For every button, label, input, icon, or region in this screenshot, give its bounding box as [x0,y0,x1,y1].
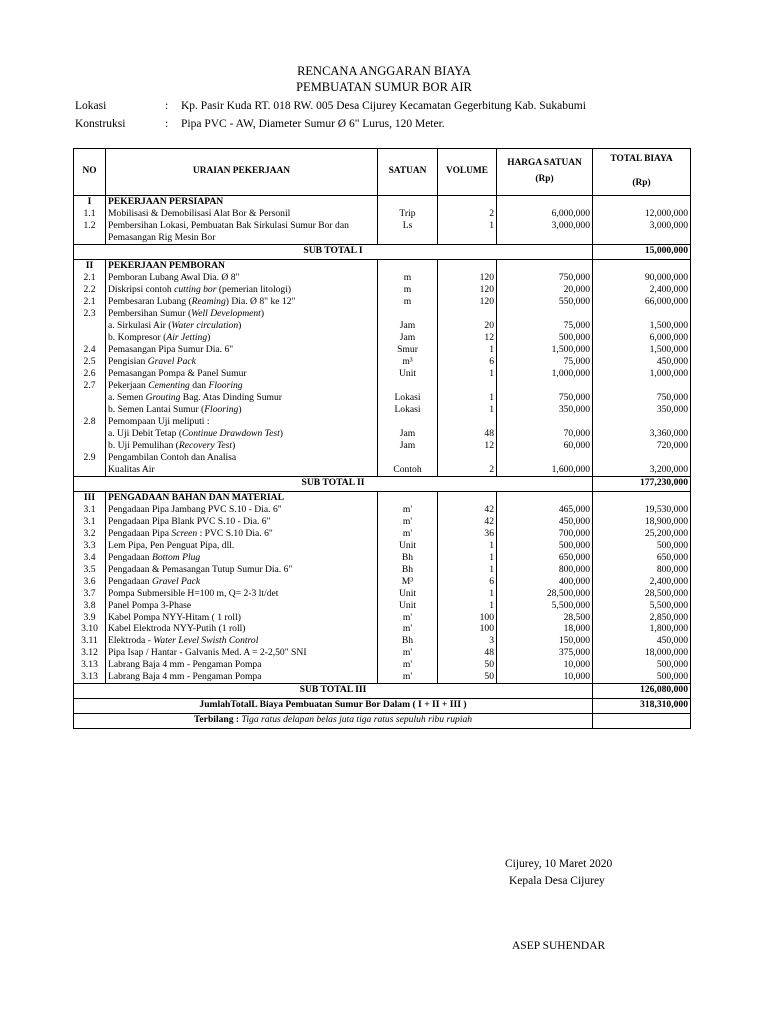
table-row [74,464,691,476]
row-no: 1.1 [74,208,106,220]
table-row [74,552,691,564]
row-total: 2,850,000 [593,612,691,624]
terbilang-empty-cell [593,714,691,729]
row-volume: 12 [438,332,497,344]
row-harga: 5,500,000 [497,600,593,612]
row-no: 3.11 [74,635,106,647]
row-uraian: Lem Pipa, Pen Penguat Pipa, dll. [106,540,378,552]
row-harga: 350,000 [497,404,593,416]
row-harga [497,308,593,320]
table-row [74,635,691,647]
row-harga: 150,000 [497,635,593,647]
row-satuan [378,416,438,428]
row-no: 3.1 [74,516,106,528]
row-harga: 28,500,000 [497,588,593,600]
table-row [74,623,691,635]
row-satuan: Contoh [378,464,438,476]
section-no: I [74,196,106,208]
row-volume: 36 [438,528,497,540]
table-row [74,344,691,356]
row-harga: 75,000 [497,320,593,332]
table-row [74,612,691,624]
row-total: 720,000 [593,440,691,452]
row-uraian: Pengadaan Bottom Plug [106,552,378,564]
row-total: 1,500,000 [593,344,691,356]
row-harga: 450,000 [497,516,593,528]
row-volume: 100 [438,612,497,624]
subtotal-label: SUB TOTAL I [74,244,593,259]
row-uraian: Labrang Baja 4 mm - Pengaman Pompa [106,659,378,671]
row-harga: 3,000,000 [497,220,593,244]
row-harga: 75,000 [497,356,593,368]
row-harga: 70,000 [497,428,593,440]
empty-cell [438,196,497,208]
row-uraian: Mobilisasi & Demobilisasi Alat Bor & Personil [106,208,378,220]
row-harga: 750,000 [497,272,593,284]
row-satuan: Lokasi [378,404,438,416]
row-uraian: Pemasangan Pipa Sumur Dia. 6" [106,344,378,356]
terbilang [74,714,593,729]
subtotal-row [74,244,691,259]
empty-cell [497,259,593,271]
table-row [74,356,691,368]
row-satuan: Unit [378,540,438,552]
row-satuan: m' [378,623,438,635]
row-satuan: m' [378,528,438,540]
section-no: III [74,491,106,503]
row-volume: 1 [438,588,497,600]
row-uraian: Pekerjaan Cementing dan Flooring [106,380,378,392]
row-uraian: Labrang Baja 4 mm - Pengaman Pompa [106,671,378,683]
row-total: 6,000,000 [593,332,691,344]
row-total [593,380,691,392]
row-total: 28,500,000 [593,588,691,600]
table-row [74,671,691,683]
header-volume: VOLUME [438,149,497,196]
grand-total-label: JumlahTotalL Biaya Pembuatan Sumur Bor Dalam ( I + II + III ) [74,699,593,714]
table-row [74,308,691,320]
row-total [593,308,691,320]
row-total: 500,000 [593,671,691,683]
row-harga: 400,000 [497,576,593,588]
row-satuan: m' [378,504,438,516]
row-volume [438,380,497,392]
table-row [74,588,691,600]
row-uraian: b. Semen Lantai Sumur (Flooring) [106,404,378,416]
row-total: 1,500,000 [593,320,691,332]
row-satuan: m' [378,647,438,659]
header-harga [497,149,593,196]
row-volume: 100 [438,623,497,635]
row-no [74,332,106,344]
empty-cell [497,196,593,208]
table-row [74,332,691,344]
row-no: 3.9 [74,612,106,624]
row-volume [438,452,497,464]
row-satuan: m' [378,516,438,528]
signature-place-date: Cijurey, 10 Maret 2020 [505,858,613,870]
row-total: 750,000 [593,392,691,404]
row-satuan [378,452,438,464]
row-volume: 20 [438,320,497,332]
row-volume: 1 [438,552,497,564]
row-total: 18,900,000 [593,516,691,528]
row-no: 3.6 [74,576,106,588]
row-total: 800,000 [593,564,691,576]
row-satuan: m' [378,659,438,671]
row-volume: 48 [438,428,497,440]
row-uraian: Pipa Isap / Hantar - Galvanis Med. A = 2-2,50" SNI [106,647,378,659]
row-uraian: Pembersihan Sumur (Well Development) [106,308,378,320]
row-harga [497,380,593,392]
row-total: 25,200,000 [593,528,691,540]
row-harga: 60,000 [497,440,593,452]
subtotal-label: SUB TOTAL III [74,684,593,699]
row-volume: 6 [438,356,497,368]
table-row [74,659,691,671]
table-row [74,528,691,540]
row-no [74,440,106,452]
row-satuan [378,380,438,392]
row-satuan: Bh [378,635,438,647]
row-harga: 550,000 [497,296,593,308]
row-uraian: Pembersihan Lokasi, Pembuatan Bak Sirkulasi Sumur Bor dan Pemasangan Rig Mesin Bor [106,220,378,244]
row-harga: 10,000 [497,659,593,671]
empty-cell [438,491,497,503]
row-total: 90,000,000 [593,272,691,284]
row-volume: 2 [438,464,497,476]
signature-position: Kepala Desa Cijurey [509,875,605,887]
row-no: 3.1 [74,504,106,516]
table-row [74,504,691,516]
row-harga: 1,000,000 [497,368,593,380]
row-satuan: Trip [378,208,438,220]
row-satuan: M³ [378,576,438,588]
section-header-row [74,259,691,271]
table-row [74,380,691,392]
table-row [74,440,691,452]
grand-total-value: 318,310,000 [593,699,691,714]
table-row [74,220,691,244]
row-total: 650,000 [593,552,691,564]
row-harga: 1,500,000 [497,344,593,356]
row-satuan: Unit [378,600,438,612]
row-uraian: Kualitas Air [106,464,378,476]
subtotal-row [74,684,691,699]
table-row [74,320,691,332]
terbilang-text: Tiga ratus delapan belas juta tiga ratus sepuluh ribu rupiah [241,714,473,726]
row-no: 2.5 [74,356,106,368]
section-title: PEKERJAAN PEMBORAN [106,259,378,271]
row-uraian: b. Uji Pemulihan (Recovery Test) [106,440,378,452]
subtotal-value: 15,000,000 [593,244,691,259]
row-volume [438,308,497,320]
row-harga: 500,000 [497,332,593,344]
row-uraian: Pemboran Lubang Awal Dia. Ø 8" [106,272,378,284]
table-row [74,576,691,588]
table-row [74,564,691,576]
row-satuan: Jam [378,428,438,440]
info-value: Pipa PVC - AW, Diameter Sumur Ø 6" Lurus, 120 Meter. [181,118,445,130]
row-satuan: Smur [378,344,438,356]
info-value: Kp. Pasir Kuda RT. 018 RW. 005 Desa Cijurey Kecamatan Gegerbitung Kab. Sukabumi [181,100,586,112]
row-uraian: Pengadaan Pipa Blank PVC S.10 - Dia. 6" [106,516,378,528]
row-satuan: m [378,284,438,296]
row-satuan: Jam [378,332,438,344]
row-harga: 18,000 [497,623,593,635]
row-harga [497,452,593,464]
info-colon: : [165,100,169,112]
row-no: 2.8 [74,416,106,428]
row-no: 3.2 [74,528,106,540]
table-row [74,208,691,220]
row-volume: 48 [438,647,497,659]
table-row [74,368,691,380]
row-total: 12,000,000 [593,208,691,220]
row-uraian: Elektroda - Water Level Swisth Control [106,635,378,647]
row-no: 2.4 [74,344,106,356]
header-harga-label: HARGA SATUAN [507,158,582,169]
row-no [74,404,106,416]
row-uraian: Pengisian Gravel Pack [106,356,378,368]
row-no [74,392,106,404]
info-label: Konstruksi [75,118,126,130]
row-volume: 1 [438,404,497,416]
row-volume: 2 [438,208,497,220]
row-volume: 42 [438,504,497,516]
section-header-row [74,491,691,503]
empty-cell [378,196,438,208]
row-volume: 1 [438,540,497,552]
row-total: 3,200,000 [593,464,691,476]
row-no: 3.5 [74,564,106,576]
row-satuan: m [378,296,438,308]
row-no: 3.13 [74,659,106,671]
header-satuan: SATUAN [378,149,438,196]
row-total: 1,800,000 [593,623,691,635]
row-volume: 6 [438,576,497,588]
info-colon: : [165,118,169,130]
row-satuan: m [378,272,438,284]
row-no: 2.7 [74,380,106,392]
row-satuan: m' [378,671,438,683]
row-harga: 465,000 [497,504,593,516]
row-uraian: Pengadaan & Pemasangan Tutup Sumur Dia. 6" [106,564,378,576]
table-row [74,428,691,440]
row-volume: 120 [438,296,497,308]
row-harga: 375,000 [497,647,593,659]
row-uraian: a. Uji Debit Tetap (Continue Drawdown Test) [106,428,378,440]
row-no: 3.13 [74,671,106,683]
info-label: Lokasi [75,100,107,112]
empty-cell [593,491,691,503]
row-total: 450,000 [593,356,691,368]
row-satuan: Bh [378,564,438,576]
row-satuan: Jam [378,440,438,452]
table-row [74,516,691,528]
row-uraian: Pengambilan Contoh dan Analisa [106,452,378,464]
row-no: 2.1 [74,296,106,308]
row-satuan [378,308,438,320]
row-harga: 750,000 [497,392,593,404]
row-no: 1.2 [74,220,106,244]
row-total: 3,360,000 [593,428,691,440]
empty-cell [438,259,497,271]
row-total: 450,000 [593,635,691,647]
subtotal-value: 126,080,000 [593,684,691,699]
table-row [74,600,691,612]
empty-cell [378,491,438,503]
row-uraian: a. Sirkulasi Air (Water circulation) [106,320,378,332]
info-lokasi [75,100,715,116]
row-total: 18,000,000 [593,647,691,659]
row-satuan: Unit [378,368,438,380]
section-title: PEKERJAAN PERSIAPAN [106,196,378,208]
row-volume: 1 [438,600,497,612]
empty-cell [593,196,691,208]
table-row [74,392,691,404]
row-total: 1,000,000 [593,368,691,380]
header-no: NO [74,149,106,196]
table-row [74,272,691,284]
row-uraian: Pemompaan Uji meliputi : [106,416,378,428]
info-konstruksi [75,118,715,134]
signature-name: ASEP SUHENDAR [512,940,606,952]
row-no [74,428,106,440]
row-harga: 700,000 [497,528,593,540]
row-total: 3,000,000 [593,220,691,244]
row-volume: 120 [438,284,497,296]
row-no: 2.3 [74,308,106,320]
row-uraian: Diskripsi contoh cutting bor (pemerian litologi) [106,284,378,296]
row-satuan: Jam [378,320,438,332]
row-volume: 1 [438,564,497,576]
row-no: 2.9 [74,452,106,464]
subtotal-label: SUB TOTAL II [74,476,593,491]
row-no: 2.2 [74,284,106,296]
row-volume: 50 [438,671,497,683]
row-total [593,416,691,428]
row-harga: 800,000 [497,564,593,576]
row-no [74,464,106,476]
table-row [74,416,691,428]
row-uraian: Pembesaran Lubang (Reaming) Dia. Ø 8" ke 12" [106,296,378,308]
subtotal-value: 177,230,000 [593,476,691,491]
row-satuan: Ls [378,220,438,244]
row-total: 66,000,000 [593,296,691,308]
subtotal-row [74,476,691,491]
row-uraian: Pengadaan Pipa Jambang PVC S.10 - Dia. 6" [106,504,378,516]
row-total: 350,000 [593,404,691,416]
table-row [74,296,691,308]
document-subtitle: PEMBUATAN SUMUR BOR AIR [296,80,472,94]
row-volume: 50 [438,659,497,671]
table-row [74,540,691,552]
terbilang-label: Terbilang : [193,714,240,726]
row-volume: 12 [438,440,497,452]
row-satuan: Bh [378,552,438,564]
row-uraian: Kabel Pompa NYY-Hitam ( 1 roll) [106,612,378,624]
document-title: RENCANA ANGGARAN BIAYA [297,64,471,78]
row-no: 3.7 [74,588,106,600]
row-harga: 28,500 [497,612,593,624]
row-volume: 1 [438,220,497,244]
row-satuan: m³ [378,356,438,368]
section-no: II [74,259,106,271]
row-harga: 10,000 [497,671,593,683]
budget-table [73,148,691,729]
row-volume: 1 [438,344,497,356]
header-harga-unit: (Rp) [535,174,554,184]
row-total [593,452,691,464]
row-volume: 3 [438,635,497,647]
row-no: 3.4 [74,552,106,564]
empty-cell [497,491,593,503]
row-total: 2,400,000 [593,284,691,296]
row-satuan: Lokasi [378,392,438,404]
row-harga [497,416,593,428]
row-harga: 20,000 [497,284,593,296]
section-header-row [74,196,691,208]
header-uraian: URAIAN PEKERJAAN [106,149,378,196]
row-uraian: Pemasangan Pompa & Panel Sumur [106,368,378,380]
row-no: 3.12 [74,647,106,659]
row-uraian: a. Semen Grouting Bag. Atas Dinding Sumur [106,392,378,404]
row-total: 5,500,000 [593,600,691,612]
row-harga: 650,000 [497,552,593,564]
row-satuan: m' [378,612,438,624]
table-row [74,284,691,296]
row-volume: 120 [438,272,497,284]
header-total-unit: (Rp) [632,178,651,188]
header-total [593,149,691,196]
row-volume: 42 [438,516,497,528]
row-volume [438,416,497,428]
header-total-label: TOTAL BIAYA [610,154,673,165]
row-no: 2.1 [74,272,106,284]
row-volume: 1 [438,392,497,404]
row-uraian: Kabel Elektroda NYY-Putih (1 roll) [106,623,378,635]
row-uraian: Panel Pompa 3-Phase [106,600,378,612]
row-total: 500,000 [593,659,691,671]
row-uraian: Pompa Submersible H=100 m, Q= 2-3 lt/det [106,588,378,600]
row-total: 2,400,000 [593,576,691,588]
row-no [74,320,106,332]
empty-cell [593,259,691,271]
row-no: 3.3 [74,540,106,552]
row-no: 3.8 [74,600,106,612]
section-title: PENGADAAN BAHAN DAN MATERIAL [106,491,378,503]
row-uraian: b. Kompresor (Air Jetting) [106,332,378,344]
row-harga: 1,600,000 [497,464,593,476]
table-row [74,404,691,416]
row-harga: 6,000,000 [497,208,593,220]
row-no: 2.6 [74,368,106,380]
row-harga: 500,000 [497,540,593,552]
empty-cell [378,259,438,271]
row-total: 500,000 [593,540,691,552]
row-volume: 1 [438,368,497,380]
table-row [74,647,691,659]
row-no: 3.10 [74,623,106,635]
row-uraian: Pengadaan Gravel Pack [106,576,378,588]
row-total: 19,530,000 [593,504,691,516]
row-uraian: Pengadaan Pipa Screen : PVC S.10 Dia. 6" [106,528,378,540]
row-satuan: Unit [378,588,438,600]
table-row [74,452,691,464]
